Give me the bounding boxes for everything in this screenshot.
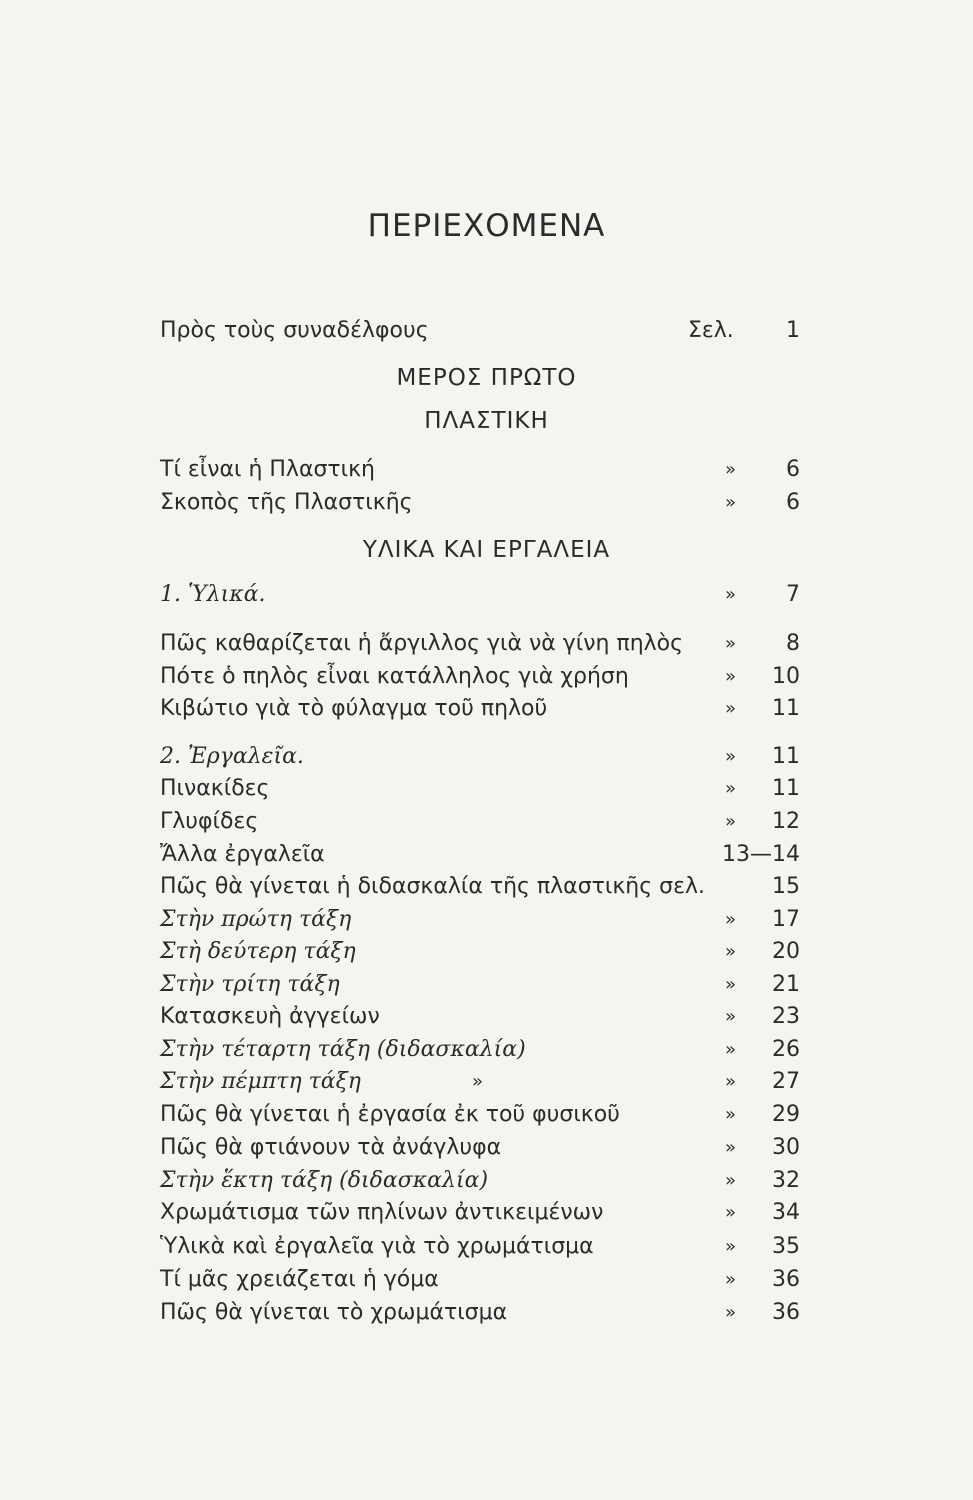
entry-label: Στὴν πρώτη τάξη <box>160 907 352 932</box>
entry-page: 7 <box>786 582 800 607</box>
toc-entry <box>160 1067 800 1097</box>
entry-page: 11 <box>772 776 800 801</box>
toc-entry <box>160 905 800 935</box>
ditto-mark: » <box>725 746 737 767</box>
toc-entry <box>160 1298 800 1328</box>
entry-page: 26 <box>772 1037 800 1062</box>
ditto-mark: » <box>725 1039 737 1060</box>
entry-label: Ἄλλα ἐργαλεῖα <box>160 842 325 867</box>
section-heading: ΠΛΑΣΤΙΚΗ <box>424 408 549 434</box>
ditto-mark: » <box>725 1302 737 1323</box>
entry-label: Πῶς θὰ γίνεται ἡ ἐργασία ἐκ τοῦ φυσικοῦ <box>160 1102 620 1127</box>
entry-label: Σκοπὸς τῆς Πλαστικῆς <box>160 490 413 515</box>
entry-label: Τί μᾶς χρειάζεται ἡ γόμα <box>160 1267 439 1292</box>
ditto-mark: » <box>725 492 737 513</box>
entry-label: Τί εἶναι ἡ Πλαστική <box>160 457 375 482</box>
entry-page: 11 <box>772 744 800 769</box>
entry-page: 21 <box>772 972 800 997</box>
ditto-mark: » <box>725 1170 737 1191</box>
ditto-mark: » <box>725 633 737 654</box>
entry-label: Στὴν τέταρτη τάξη (διδασκαλία) <box>160 1037 526 1062</box>
entry-page: 36 <box>772 1300 800 1325</box>
toc-entry <box>160 1166 800 1196</box>
entry-page: 23 <box>772 1004 800 1029</box>
entry-page: 34 <box>772 1200 800 1225</box>
entry-label: Κατασκευὴ ἀγγείων <box>160 1004 380 1029</box>
ditto-mark: » <box>725 698 737 719</box>
ditto-mark: » <box>725 1104 737 1125</box>
entry-label: Πῶς θὰ φτιάνουν τὰ ἀνάγλυφα <box>160 1135 502 1160</box>
toc-entry-preface <box>160 316 800 346</box>
ditto-mark: » <box>725 909 737 930</box>
entry-label: Χρωμάτισμα τῶν πηλίνων ἀντικειμένων <box>160 1200 604 1225</box>
ditto-mark-inline: » <box>472 1071 484 1092</box>
toc-entry <box>160 774 800 804</box>
toc-entry <box>160 1002 800 1032</box>
entry-page: 36 <box>772 1267 800 1292</box>
ditto-mark: » <box>725 1236 737 1257</box>
entry-label: Πότε ὁ πηλὸς εἶναι κατάλληλος γιὰ χρήση <box>160 664 629 689</box>
entry-page: 6 <box>786 457 800 482</box>
toc-entry <box>160 970 800 1000</box>
entry-page: 20 <box>772 939 800 964</box>
toc-entry <box>160 1232 800 1262</box>
entry-label: Γλυφίδες <box>160 809 259 834</box>
entry-label: Στὴν τρίτη τάξη <box>160 972 340 997</box>
entry-page: 10 <box>772 664 800 689</box>
entry-label: Ὑλικὰ καὶ ἐργαλεῖα γιὰ τὸ χρωμάτισμα <box>160 1234 594 1259</box>
ditto-mark: » <box>725 584 737 605</box>
entry-label: Πῶς καθαρίζεται ἡ ἄργιλλος γιὰ νὰ γίνη πηλὸς <box>160 631 684 656</box>
ditto-mark: » <box>725 941 737 962</box>
entry-label: Πινακίδες <box>160 776 270 801</box>
toc-entry <box>160 629 800 659</box>
entry-label: Πῶς θὰ γίνεται τὸ χρωμάτισμα <box>160 1300 508 1325</box>
entry-page: 1 <box>786 318 800 343</box>
toc-entry <box>160 662 800 692</box>
toc-entry <box>160 840 800 870</box>
entry-page: 35 <box>772 1234 800 1259</box>
materials-heading: ΥΛΙΚΑ ΚΑΙ ΕΡΓΑΛΕΙΑ <box>362 537 611 563</box>
entry-label: Πρὸς τοὺς συναδέλφους <box>160 318 429 343</box>
toc-entry <box>160 1035 800 1065</box>
toc-entry <box>160 694 800 724</box>
toc-entry <box>160 1265 800 1295</box>
ditto-mark: » <box>725 1071 737 1092</box>
ditto-mark: » <box>725 811 737 832</box>
ditto-mark: » <box>725 1137 737 1158</box>
entry-page: 11 <box>772 696 800 721</box>
entry-label: 2. Ἐργαλεῖα. <box>160 744 304 769</box>
ditto-mark: » <box>725 666 737 687</box>
ditto-mark: » <box>725 1269 737 1290</box>
ditto-mark: » <box>725 459 737 480</box>
toc-entry <box>160 742 800 772</box>
entry-page: 27 <box>772 1069 800 1094</box>
toc-entry <box>160 937 800 967</box>
toc-entry <box>160 488 800 518</box>
entry-page: 30 <box>772 1135 800 1160</box>
entry-page: 13—14 <box>722 842 800 867</box>
entry-page: 15 <box>772 874 800 899</box>
ditto-mark: » <box>725 778 737 799</box>
entry-label: Στὴν πέμπτη τάξη <box>160 1069 361 1094</box>
toc-entry <box>160 580 800 610</box>
entry-label: 1. Ὑλικά. <box>160 582 266 607</box>
toc-entry <box>160 455 800 485</box>
toc-entry <box>160 807 800 837</box>
entry-page: 17 <box>772 907 800 932</box>
entry-label: Στὴν ἕκτη τάξη (διδασκαλία) <box>160 1168 489 1193</box>
ditto-mark: » <box>725 1006 737 1027</box>
page-title: ΠΕΡΙΕΧΟΜΕΝΑ <box>367 208 606 244</box>
entry-page: 32 <box>772 1168 800 1193</box>
toc-entry <box>160 1198 800 1228</box>
ditto-mark: » <box>725 1202 737 1223</box>
entry-page: 29 <box>772 1102 800 1127</box>
page-abbrev: Σελ. <box>688 318 734 343</box>
toc-entry <box>160 872 800 902</box>
entry-label: Πῶς θὰ γίνεται ἡ διδασκαλία τῆς πλαστικῆς σελ. <box>160 874 705 899</box>
entry-page: 8 <box>786 631 800 656</box>
toc-entry <box>160 1100 800 1130</box>
entry-page: 12 <box>772 809 800 834</box>
entry-page: 6 <box>786 490 800 515</box>
entry-label: Στὴ δεύτερη τάξη <box>160 939 356 964</box>
toc-entry <box>160 1133 800 1163</box>
part-heading: ΜΕΡΟΣ ΠΡΩΤΟ <box>396 365 577 391</box>
ditto-mark: » <box>725 974 737 995</box>
entry-label: Κιβώτιο γιὰ τὸ φύλαγμα τοῦ πηλοῦ <box>160 696 548 721</box>
